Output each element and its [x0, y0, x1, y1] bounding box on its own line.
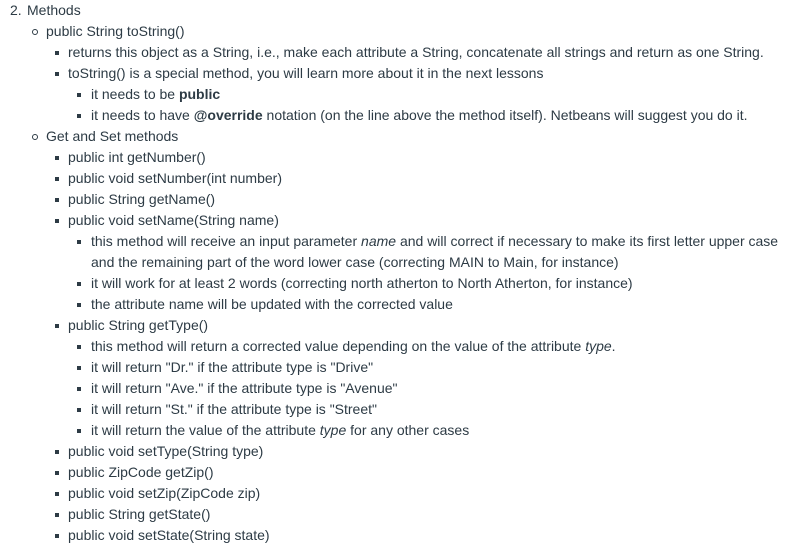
list-item-text: the attribute name will be updated with the corrected value — [91, 296, 453, 312]
text-run: and will correct if necessary to make its first letter upper case — [396, 233, 779, 249]
list-item-text: public void setZip(ZipCode zip) — [68, 485, 261, 501]
section-title: Methods — [27, 2, 81, 18]
square-bullet-icon — [55, 471, 59, 475]
list-item — [0, 273, 804, 294]
square-bullet-icon — [55, 534, 59, 538]
square-bullet-icon — [77, 114, 81, 118]
list-item-text — [91, 105, 748, 126]
list-item — [0, 84, 804, 105]
square-bullet-icon — [55, 198, 59, 202]
list-item-text: Get and Set methods — [46, 128, 179, 144]
square-bullet-icon — [55, 72, 59, 76]
list-item-text: public String getType() — [68, 317, 209, 333]
bold-keyword: @override — [193, 107, 263, 123]
list-item — [0, 42, 804, 63]
list-item-text: it will work for at least 2 words (correcting north atherton to North Atherton, for instance) — [91, 275, 633, 291]
text-run: it needs to be — [91, 86, 179, 102]
list-item-text: public void setNumber(int number) — [68, 170, 282, 186]
square-bullet-icon — [55, 156, 59, 160]
list-item — [0, 504, 804, 525]
square-bullet-icon — [77, 429, 81, 433]
list-item-text: public String getName() — [68, 191, 216, 207]
list-item — [0, 147, 804, 168]
square-bullet-icon — [77, 303, 81, 307]
square-bullet-icon — [55, 450, 59, 454]
list-item-text — [91, 231, 778, 252]
list-item — [0, 21, 804, 42]
list-item — [0, 441, 804, 462]
bold-keyword: public — [178, 86, 221, 102]
text-run: this method will return a corrected value depending on the value of the attribute — [91, 338, 586, 354]
list-item — [0, 189, 804, 210]
square-bullet-icon — [55, 219, 59, 223]
list-item-text: returns this object as a String, i.e., make each attribute a String, concatenate all strings and return as one String. — [68, 44, 764, 60]
text-run: it needs to have — [91, 107, 194, 123]
square-bullet-icon — [77, 387, 81, 391]
list-item-text: and the remaining part of the word lower case (correcting MAIN to Main, for instance) — [91, 254, 619, 270]
square-bullet-icon — [77, 345, 81, 349]
list-item-text: it will return "Dr." if the attribute type is "Drive" — [91, 359, 374, 375]
square-bullet-icon — [55, 513, 59, 517]
list-item-text — [91, 84, 220, 105]
square-bullet-icon — [55, 324, 59, 328]
square-bullet-icon — [55, 492, 59, 496]
circle-bullet-icon — [32, 29, 38, 35]
italic-term: type — [319, 422, 347, 438]
list-item — [0, 294, 804, 315]
list-item — [0, 105, 804, 126]
square-bullet-icon — [77, 366, 81, 370]
list-item-continuation — [0, 252, 804, 273]
italic-term: type — [585, 338, 612, 354]
square-bullet-icon — [77, 93, 81, 97]
list-item — [0, 483, 804, 504]
list-item — [0, 378, 804, 399]
list-item-text: public void setType(String type) — [68, 443, 264, 459]
list-item-text: public ZipCode getZip() — [68, 464, 214, 480]
list-item-text: toString() is a special method, you will learn more about it in the next lessons — [68, 65, 544, 81]
list-item-text — [91, 420, 469, 441]
text-run: . — [611, 338, 616, 354]
list-item — [0, 420, 804, 441]
list-item — [0, 399, 804, 420]
section-number: 2. — [10, 2, 22, 18]
list-item — [0, 231, 804, 252]
square-bullet-icon — [77, 240, 81, 244]
text-run: it will return the value of the attribute — [91, 422, 320, 438]
list-item — [0, 462, 804, 483]
list-item-text: public String toString() — [46, 23, 185, 39]
list-item-text: public String getState() — [68, 506, 211, 522]
list-item — [0, 357, 804, 378]
list-item — [0, 126, 804, 147]
italic-term: name — [361, 233, 397, 249]
square-bullet-icon — [55, 51, 59, 55]
text-run: this method will receive an input parameter — [91, 233, 362, 249]
square-bullet-icon — [77, 282, 81, 286]
list-item — [0, 525, 804, 546]
list-item — [0, 315, 804, 336]
text-run: notation (on the line above the method itself). Netbeans will suggest you do it. — [262, 107, 748, 123]
list-item-text: it will return "St." if the attribute type is "Street" — [91, 401, 377, 417]
list-item-text: public void setName(String name) — [68, 212, 279, 228]
square-bullet-icon — [55, 177, 59, 181]
list-item-text — [91, 336, 616, 357]
list-item-text: public int getNumber() — [68, 149, 206, 165]
list-item — [0, 336, 804, 357]
list-item — [0, 210, 804, 231]
square-bullet-icon — [77, 408, 81, 412]
circle-bullet-icon — [32, 134, 38, 140]
text-run: for any other cases — [346, 422, 470, 438]
list-item — [0, 168, 804, 189]
list-item-text: public void setState(String state) — [68, 527, 270, 543]
list-item — [0, 63, 804, 84]
list-item-text: it will return "Ave." if the attribute type is "Avenue" — [91, 380, 398, 396]
